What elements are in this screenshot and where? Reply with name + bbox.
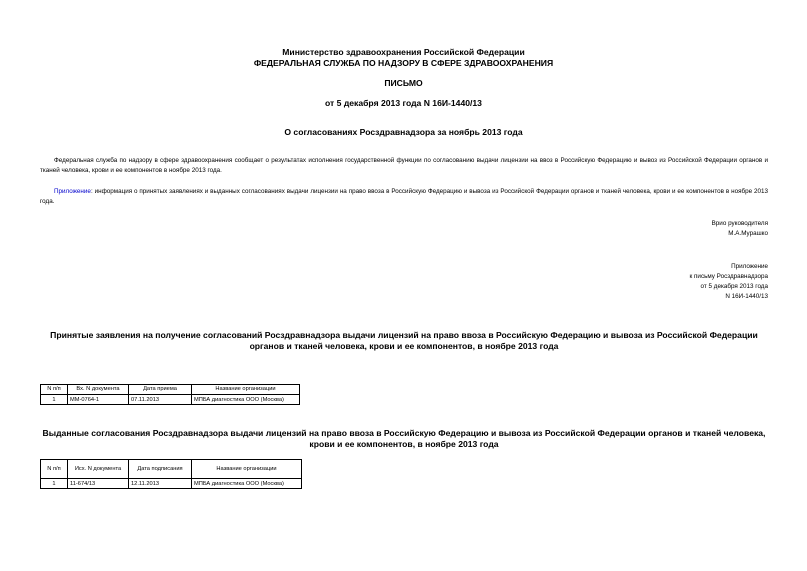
table2-title: Выданные согласования Росздравнадзора выдачи лицензий на право ввоза в Российскую Федерацию и вывоза из Российской Федерации органов и тканей человека, крови и ее компонентов, в ноябре 2013 года [42,428,766,449]
body-paragraph-1: Федеральная служба по надзору в сфере здравоохранения сообщает о результатах исполнения государственной функции по согласованию выдачи лицензии на ввоз в Российскую Федерацию и вывоз из Российской Федерации органов и тканей человека, крови и ее компонентов в ноябре 2013 года. [40,157,768,174]
appendix-ref-line-3: от 5 декабря 2013 года [700,283,768,290]
table-cell: 07.11.2013 [129,395,192,405]
column-header: Исх. N документа [68,460,129,479]
table-cell: 1 [41,479,68,489]
appendix-ref-line-2: к письму Росздравнадзора [689,273,768,280]
column-header: Вх. N документа [68,385,129,395]
document-date-number: от 5 декабря 2013 года N 16И-1440/13 [325,98,482,108]
appendix-ref-line-1: Приложение [731,263,768,270]
table-cell: 1 [41,395,68,405]
table-header-row [41,460,302,479]
signature-name: М.А.Мурашко [728,230,768,237]
appendix-link[interactable]: Приложение [54,188,91,195]
table-cell: МПБА диагностика ООО (Москва) [192,395,300,405]
table-header-row [41,385,300,395]
column-header: N п/п [41,385,68,395]
signature-block [712,219,768,239]
table-row [41,479,302,489]
table-cell: ММ-0764-1 [68,395,129,405]
appendix-reference [690,262,768,302]
column-header: Название организации [192,460,302,479]
table-accepted-applications [40,384,300,405]
appendix-description: : информация о принятых заявлениях и выданных согласованиях выдачи лицензии на право ввоза в Российскую Федерацию и вывоза из Российской Федерации органов и тканей человека, крови и ее компонентов в ноябре 2013 года. [40,188,768,205]
ministry-name: Министерство здравоохранения Российской Федерации [282,47,525,57]
document-type: ПИСЬМО [384,78,423,88]
table1-title: Принятые заявления на получение согласований Росздравнадзора выдачи лицензий на право ввоза в Российскую Федерацию и вывоза из Российской Федерации органов и тканей человека, крови и ее компонентов, в ноябре 2013 года [50,330,758,351]
column-header: Дата приема [129,385,192,395]
table-row [41,395,300,405]
column-header: Название организации [192,385,300,395]
service-name: ФЕДЕРАЛЬНАЯ СЛУЖБА ПО НАДЗОРУ В СФЕРЕ ЗДРАВООХРАНЕНИЯ [253,58,554,68]
table-cell: 12.11.2013 [129,479,192,489]
table-cell: МПБА диагностика ООО (Москва) [192,479,302,489]
table-issued-approvals [40,459,302,489]
appendix-ref-line-4: N 16И-1440/13 [725,293,768,300]
body-paragraph-2 [40,187,768,207]
signature-position: Врио руководителя [711,220,768,227]
table-cell: 11-674/13 [68,479,129,489]
column-header: Дата подписания [129,460,192,479]
column-header: N п/п [41,460,68,479]
document-subject: О согласованиях Росздравнадзора за ноябрь 2013 года [284,127,523,137]
